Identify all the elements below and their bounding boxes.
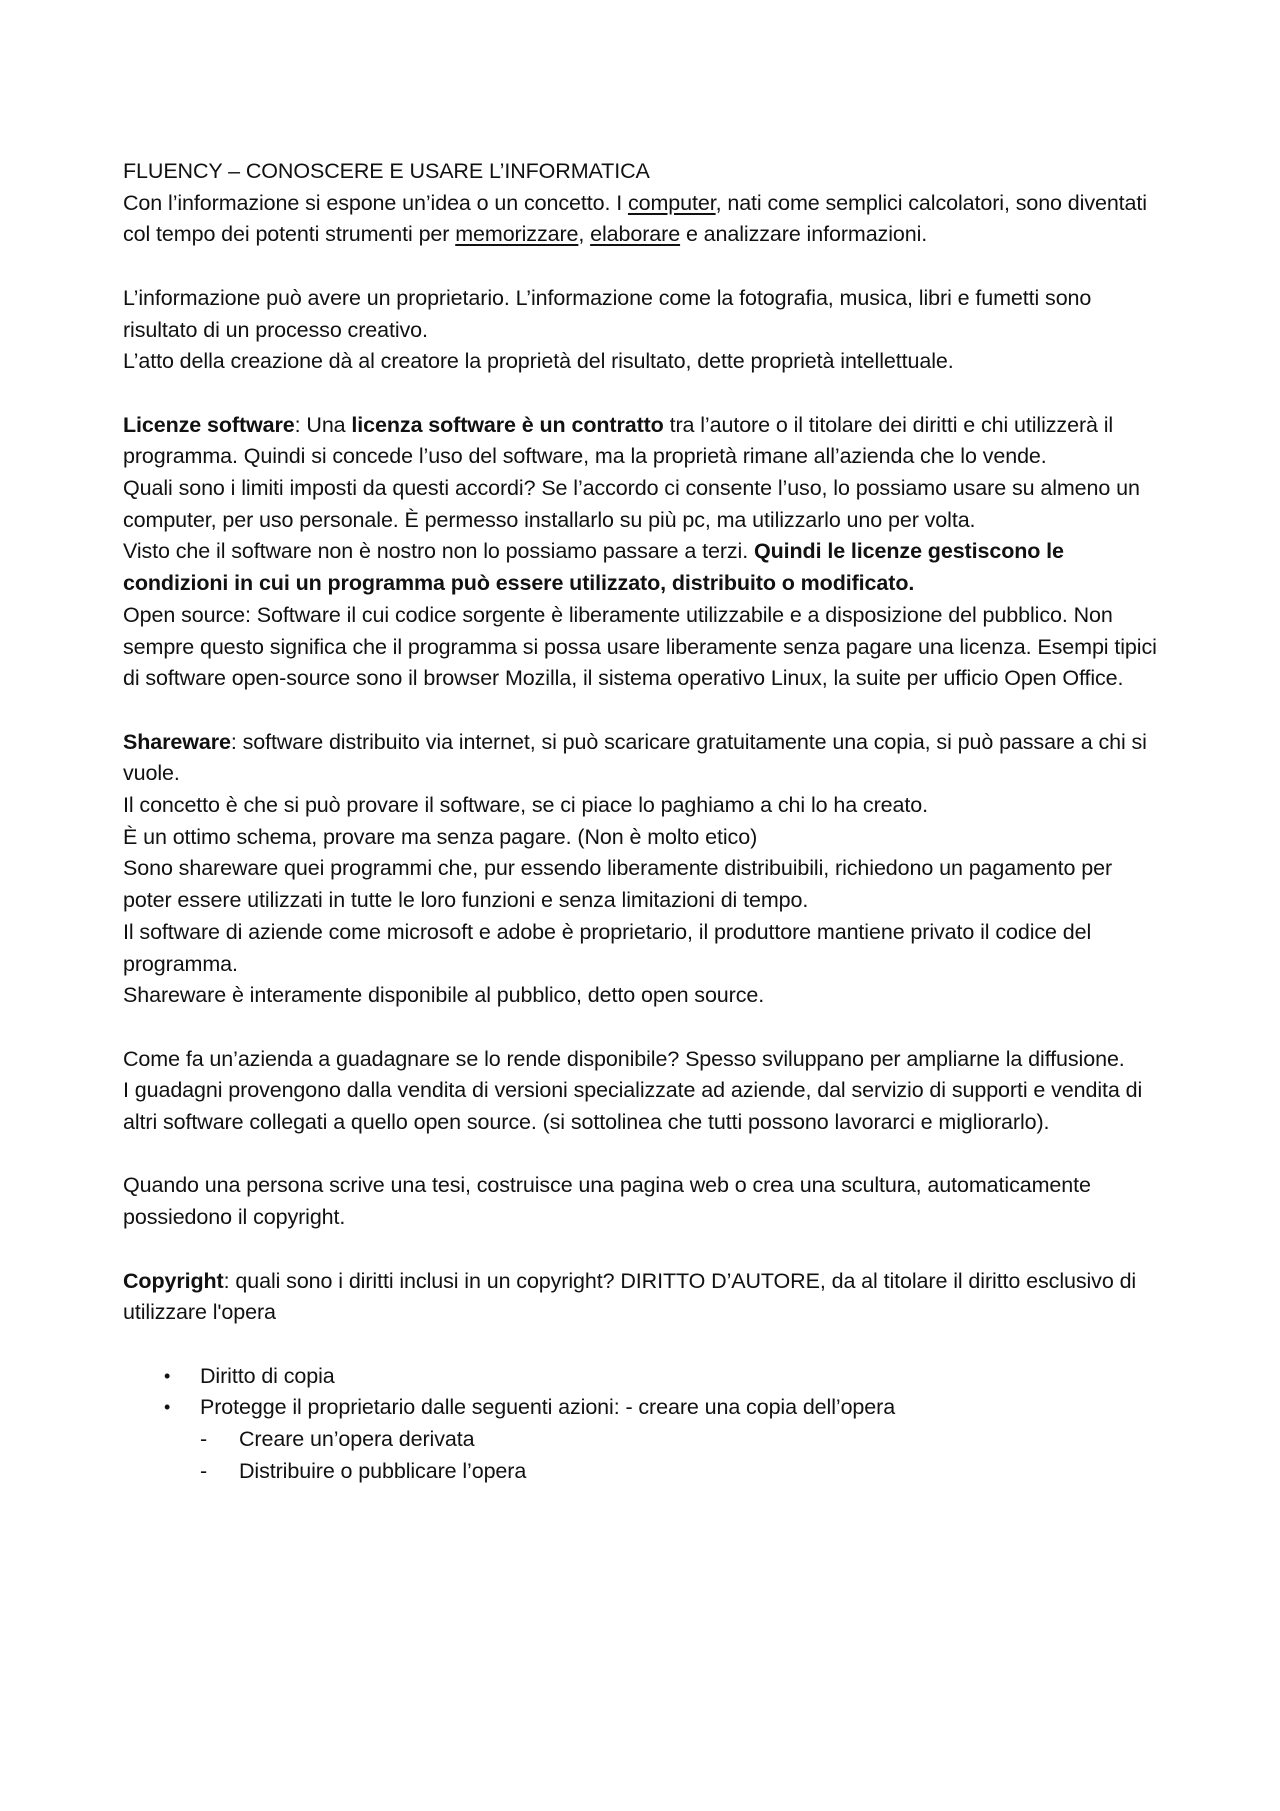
blank-line [123, 1012, 1163, 1044]
text-run: e analizzare informazioni. [680, 222, 928, 247]
list-item-text: Diritto di copia [200, 1363, 335, 1388]
paragraph-concetto: Il concetto è che si può provare il software, se ci piace lo paghiamo a chi lo ha creato. [123, 793, 928, 818]
underlined-term-elaborare: elaborare [590, 222, 681, 247]
blank-line [123, 1234, 1163, 1266]
dash-icon: - [200, 1458, 208, 1483]
bullet-list [123, 1361, 1163, 1424]
paragraph-intro [123, 188, 1163, 251]
term-shareware: Shareware [123, 729, 231, 754]
document-body [123, 156, 1163, 1487]
paragraph-proprietario: Il software di aziende come microsoft e adobe è proprietario, il produttore mantiene privato il codice del programma. [123, 919, 1092, 976]
blank-line [123, 1139, 1163, 1171]
list-item [123, 1456, 1163, 1488]
paragraph-terzi [123, 536, 1163, 599]
list-item [123, 1424, 1163, 1456]
paragraph-programmi: Sono shareware quei programmi che, pur essendo liberamente distribuibili, richiedono un pagamento per poter essere utilizzati in tutte le loro funzioni e senza limitazioni di tempo. [123, 856, 1113, 913]
paragraph-tesi: Quando una persona scrive una tesi, costruisce una pagina web o crea una scultura, automaticamente possiedono il copyright. [123, 1173, 1091, 1230]
paragraph-guadagni: I guadagni provengono dalla vendita di versioni specializzate ad aziende, dal servizio di supporti e vendita di altri software collegati a quello open source. (si sottolinea che tutti possono lavorarci e migliorarlo). [123, 1078, 1143, 1135]
paragraph-owner: L’informazione può avere un proprietario. L’informazione come la fotografia, musica, libri e fumetti sono risultato di un processo creativo. [123, 285, 1092, 342]
paragraph-copyright [123, 1266, 1163, 1329]
blank-line [123, 378, 1163, 410]
bold-run: Quindi le licenze gestiscono le condizioni in cui un programma può essere utilizzato, distribuito o modificato. [123, 539, 1064, 596]
text-run: : Una [294, 412, 352, 437]
blank-line [123, 1329, 1163, 1361]
text-run: , [578, 222, 591, 247]
underlined-term-computer: computer [627, 190, 716, 215]
blank-line [123, 695, 1163, 727]
blank-line [123, 251, 1163, 283]
list-item-text: Protegge il proprietario dalle seguenti azioni: - creare una copia dell’opera [200, 1395, 896, 1420]
text-run: Con l’informazione si espone un’idea o un concetto. I [123, 190, 628, 215]
paragraph-schema: È un ottimo schema, provare ma senza pagare. (Non è molto etico) [123, 824, 758, 849]
text-run: : software distribuito via internet, si può scaricare gratuitamente una copia, si può passare a chi si vuole. [123, 729, 1147, 786]
text-run: , nati come semplici calcolatori, sono diventati col tempo dei potenti strumenti per [123, 190, 1147, 247]
text-run: : quali sono i diritti inclusi in un copyright? DIRITTO D’AUTORE, da al titolare il diritto esclusivo di utilizzare l'opera [123, 1268, 1137, 1325]
text-run: Visto che il software non è nostro non lo possiamo passare a terzi. [123, 539, 754, 564]
bold-run: licenza software è un contratto [351, 412, 664, 437]
bullet-icon: • [164, 1397, 171, 1418]
term-copyright: Copyright [123, 1268, 224, 1293]
underlined-term-memorizzare: memorizzare [455, 222, 579, 247]
list-item-text: Creare un’opera derivata [239, 1427, 475, 1452]
bullet-icon: • [164, 1365, 171, 1386]
list-item [123, 1392, 1163, 1424]
paragraph-licenze [123, 410, 1163, 473]
term-licenze-software: Licenze software [123, 412, 295, 437]
paragraph-guadagnare: Come fa un’azienda a guadagnare se lo rende disponibile? Spesso sviluppano per ampliarne la diffusione. [123, 1046, 1125, 1071]
paragraph-open-source: Open source: Software il cui codice sorgente è liberamente utilizzabile e a disposizione del pubblico. Non sempre questo significa che il programma si possa usare liberamente senza pagare una licenza. Esempi tipici di software open-source sono il browser Mozilla, il sistema operativo Linux, la suite per ufficio Open Office. [123, 602, 1157, 691]
text-run: tra l’autore o il titolare dei diritti e chi utilizzerà il programma. Quindi si concede l’uso del software, ma la proprietà rimane all’azienda che lo vende. [123, 412, 1114, 469]
list-item [123, 1361, 1163, 1393]
paragraph-disponibile: Shareware è interamente disponibile al pubblico, detto open source. [123, 983, 765, 1008]
list-item-text: Distribuire o pubblicare l’opera [239, 1458, 527, 1483]
paragraph-limiti: Quali sono i limiti imposti da questi accordi? Se l’accordo ci consente l’uso, lo possiamo usare su almeno un computer, per uso personale. È permesso installarlo su più pc, ma utilizzarlo uno per volta. [123, 476, 1140, 532]
dash-list [123, 1424, 1163, 1487]
dash-icon: - [200, 1427, 208, 1452]
document-title: FLUENCY – CONOSCERE E USARE L’INFORMATICA [123, 159, 650, 183]
paragraph-shareware [123, 727, 1163, 790]
paragraph-creation: L’atto della creazione dà al creatore la proprietà del risultato, dette proprietà intellettuale. [123, 349, 954, 374]
